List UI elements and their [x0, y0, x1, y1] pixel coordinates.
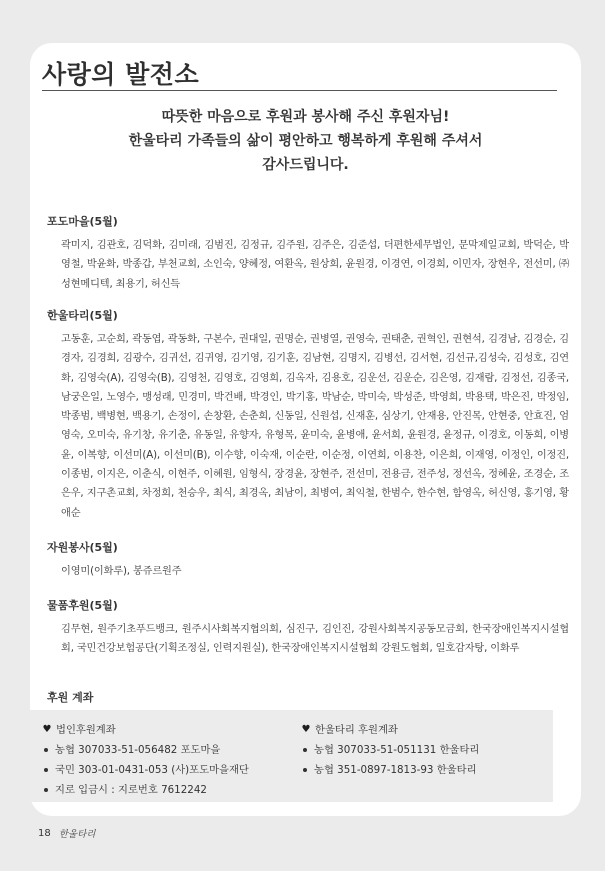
account-text: 농협 351-0897-1813-93 한울타리: [314, 764, 477, 776]
intro-line: 한울타리 가족들의 삶이 평안하고 행복하게 후원해 주셔서: [128, 133, 483, 149]
intro-line: 따뜻한 마음으로 후원과 봉사해 주신 후원자님!: [161, 109, 450, 125]
section-volunteer: [47, 541, 569, 581]
account-item: [42, 740, 249, 760]
page-title: 사랑의 발전소: [42, 60, 200, 89]
section-hanul: [47, 309, 569, 523]
corporate-account-list: [42, 720, 249, 800]
account-text: 농협 307033-51-056482 포도마을: [55, 744, 221, 756]
donor-names: 이영미(이화루), 봉쥬르원주: [61, 566, 182, 577]
heart-icon: ♥: [42, 724, 52, 735]
donor-names: 곽미지, 김관호, 김덕화, 김미래, 김범진, 김정규, 김주원, 김주은, 김준섭, 더편한세무법인, 문막제일교회, 박덕순, 박영철, 박윤화, 박종갑, 부천교회, 소인숙, 양혜정, 여환옥, 원상희, 윤원경, 이경연, 이경희, 이민자, 장현우, 전선미, ㈜성현메디텍, 최용기, 허신득: [61, 240, 569, 290]
account-item: [42, 760, 249, 780]
page-footer: [38, 826, 95, 840]
section-heading: 한울타리(5월): [47, 309, 118, 322]
account-text: 국민 303-01-0431-053 (사)포도마을재단: [55, 764, 249, 776]
donor-names: 김무현, 원주기초푸드뱅크, 원주시사회복지협의회, 심진구, 김인진, 강원사회복지공동모금회, 한국장애인복지시설협회, 국민건강보험공단(기획조정실, 인력지원실), 한국장애인복지시설협회 강원도협회, 일호감자탕, 이화루: [61, 624, 569, 655]
donor-names: 고동훈, 고순희, 곽동엽, 곽동화, 구본수, 권대일, 권명순, 권병열, 권영숙, 권태춘, 권혁인, 권현석, 김경남, 김경순, 김경자, 김경희, 김광수, 김귀선, 김귀영, 김기영, 김기훈, 김남현, 김명지, 김병선, 김서현, 김선규,김성숙, 김성호, 김연화, 김영숙(A), 김영숙(B), 김영천, 김영호, 김영희, 김옥자, 김용호, 김운선, 김운순, 김은영, 김재람, 김정선, 김종국, 남궁은일, 노영수, 맹성래, 민경미, 박건배, 박경인, 박기홍, 박남순, 박미숙, 박성준, 박영희, 박용택, 박은진, 박정임, 박종범, 백병현, 백용기, 손정이, 손창환, 손춘희, 신동일, 신원섭, 신재훈, 심상기, 안재용, 안진목, 안현중, 안효진, 엄영숙, 오미숙, 유기창, 유기춘, 유동일, 유향자, 유형목, 윤미숙, 윤병애, 윤서희, 윤원경, 윤정규, 이경호, 이동희, 이병윤, 이복향, 이선미(A), 이선미(B), 이수향, 이숙재, 이순란, 이순정, 이연희, 이용찬, 이은희, 이재영, 이정인, 이정진, 이종범, 이지은, 이춘식, 이현주, 이혜원, 임형식, 장경윤, 장현주, 전선미, 전용금, 전주성, 정선옥, 정혜윤, 조경순, 조은우, 지구촌교회, 차정희, 천승우, 최식, 최경옥, 최남이, 최병여, 최익철, 한범수, 한수현, 함영옥, 허신영, 홍기영, 황애순: [61, 334, 569, 519]
intro-message: [30, 105, 581, 177]
section-heading: 물품후원(5월): [47, 599, 118, 612]
account-item: [301, 740, 479, 760]
content-card: [30, 43, 581, 816]
footer-logo: 한울타리: [58, 829, 96, 840]
bullet-icon: [44, 768, 48, 772]
bullet-icon: [44, 748, 48, 752]
account-item: [42, 780, 249, 800]
bullet-icon: [303, 768, 307, 772]
section-heading: 자원봉사(5월): [47, 541, 118, 554]
bullet-icon: [44, 788, 48, 792]
section-goods: [47, 599, 569, 659]
section-accounts: [47, 691, 569, 705]
section-podo: [47, 215, 569, 294]
account-text: 지로 입금시 : 지로번호 7612242: [55, 784, 207, 796]
hanul-account-list: [301, 720, 479, 780]
bullet-icon: [303, 748, 307, 752]
heart-icon: ♥: [301, 724, 311, 735]
section-heading: 포도마을(5월): [47, 215, 118, 228]
section-heading: 후원 계좌: [47, 691, 94, 704]
title-divider: [42, 90, 557, 91]
page-number: 18: [38, 827, 51, 839]
intro-line: 감사드립니다.: [262, 157, 349, 173]
account-text: 농협 307033-51-051131 한울타리: [314, 744, 480, 756]
account-box: [30, 710, 553, 802]
account-item: [301, 760, 479, 780]
account-title: 법인후원계좌: [56, 724, 116, 736]
account-title: 한울타리 후원계좌: [315, 724, 398, 736]
